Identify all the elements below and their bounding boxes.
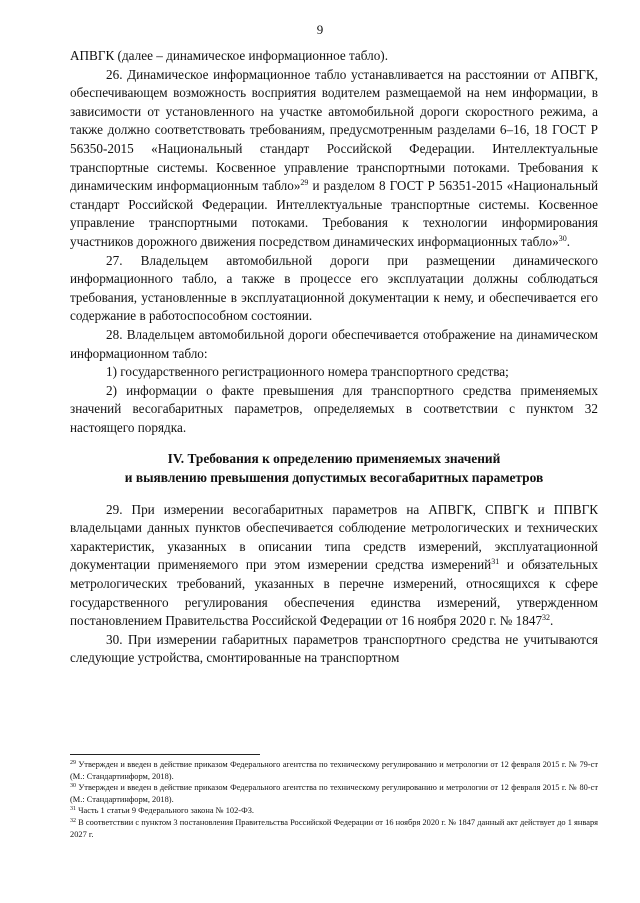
footnote-text: В соответствии с пунктом 3 постановления Правительства Российской Федерации от 16 ноября 2020 г. № 1847 данный акт действует до 1 января 2027 г.	[70, 817, 598, 839]
paragraph-text: 28. Владельцем автомобильной дороги обеспечивается отображение на динамическом информационном табло:	[70, 326, 598, 361]
list-item-text: 1) государственного регистрационного номера транспортного средства;	[106, 364, 509, 380]
footnote-ref-31: 31	[491, 557, 500, 567]
footnote-number: 32	[70, 817, 76, 824]
footnote-number: 30	[70, 783, 76, 790]
document-body	[70, 47, 598, 668]
footnote	[70, 817, 598, 840]
paragraph-text: .	[566, 233, 571, 249]
paragraph-30	[70, 631, 598, 668]
paragraph-26	[70, 66, 598, 252]
footnote-ref-29: 29	[300, 178, 309, 188]
paragraph-29	[70, 501, 598, 631]
footnote	[70, 782, 598, 805]
paragraph-27	[70, 252, 598, 326]
footnote-number: 31	[70, 806, 76, 813]
page-number: 9	[316, 22, 324, 37]
footnote-text: Часть 1 статьи 9 Федерального закона № 102-ФЗ.	[76, 806, 254, 816]
paragraph-continuation	[70, 47, 598, 66]
paragraph-text: 29. При измерении весогабаритных параметров на АПВГК, СПВГК и ППВГК владельцами данных пунктов обеспечивается соблюдение метрологических и технических характеристик, указанных в описании типа средств измерений, эксплуатационной документации применяемого при этом измерении средства измерений	[70, 501, 598, 573]
footnote	[70, 805, 598, 817]
footnote-number: 29	[70, 760, 76, 766]
paragraph-text: 27. Владельцем автомобильной дороги при размещении динамического информационного табло, а также в процессе его эксплуатации должны соблюдаться требования, установленные в эксплуатационной документации к нему, и обеспечивается его содержание в работоспособном состоянии.	[70, 252, 598, 324]
footnotes	[70, 754, 598, 840]
paragraph-28	[70, 326, 598, 363]
section-heading	[70, 450, 598, 487]
footnote-divider	[70, 754, 260, 755]
footnote-text: Утвержден и введен в действие приказом Федерального агентства по техническому регулированию и метрологии от 12 февраля 2015 г. № 80-ст (М.: Стандартинформ, 2018).	[70, 783, 598, 804]
list-item-1	[70, 363, 598, 382]
section-heading-line: IV. Требования к определению применяемых значений	[167, 451, 501, 467]
footnote-ref-32: 32	[542, 613, 551, 623]
footnote-ref-30: 30	[558, 233, 567, 243]
footnote	[70, 759, 598, 782]
paragraph-text: .	[550, 613, 554, 629]
paragraph-text: 26. Динамическое информационное табло устанавливается на расстоянии от АПВГК, обеспечивающем возможность восприятия водителем размещаемой на нем информации, в зависимости от установленного на участке автомобильной дороги скоростного режима, а также должно соответствовать требованиям, предусмотренным разделами 6–16, 18 ГОСТ Р 56350-2015 «Национальный стандарт Российской Федерации. Интеллектуальные транспортные системы. Косвенное управление транспортными потоками. Требования к динамическим информационным табло»	[70, 66, 598, 194]
footnote-text: Утвержден и введен в действие приказом Федерального агентства по техническому регулированию и метрологии от 12 февраля 2015 г. № 79-ст (М.: Стандартинформ, 2018).	[70, 760, 598, 781]
paragraph-text: и обязательных метрологических требований, указанных в перечне измерений, относящихся к сфере государственного регулирования обеспечения единства измерений, утвержденном постановлением Правительства Российской Федерации от 16 ноября 2020 г. № 1847	[70, 557, 598, 629]
paragraph-text: 30. При измерении габаритных параметров транспортного средства не учитываются следующие устройства, смонтированные на транспортном	[70, 631, 598, 666]
paragraph-text: и разделом 8 ГОСТ Р 56351-2015 «Национальный стандарт Российской Федерации. Интеллектуальные транспортные системы. Косвенное управление транспортными потоками. Требования к технологии информирования участников дорожного движения посредством динамических информационных табло»	[70, 178, 598, 249]
list-item-2	[70, 382, 598, 438]
section-heading-line: и выявлению превышения допустимых весогабаритных параметров	[124, 470, 544, 486]
paragraph-text: АПВГК (далее – динамическое информационное табло).	[70, 48, 388, 63]
list-item-text: 2) информации о факте превышения для транспортного средства применяемых значений весогабаритных параметров, определяемых в соответствии с пунктом 32 настоящего порядка.	[70, 382, 598, 435]
